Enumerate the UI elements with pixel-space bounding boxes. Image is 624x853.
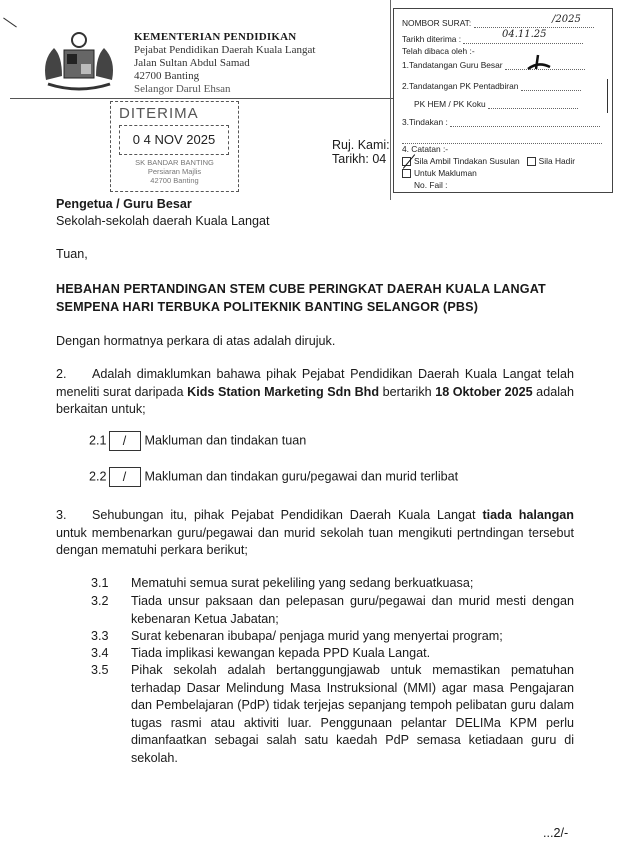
recipient-org: Sekolah-sekolah daerah Kuala Langat <box>56 214 270 228</box>
office-street: Jalan Sultan Abdul Samad <box>134 57 250 69</box>
item-pk-pentadbiran: 2.Tandatangan PK Pentadbiran <box>402 81 519 91</box>
paragraph-2: 2. Adalah dimaklumkan bahawa pihak Pejabat Pendidikan Daerah Kuala Langat telah meneliti surat daripada Kids Station Marketing Sdn Bhd bertarikh 18 Oktober 2025 adalah berkaitan untuk; <box>56 367 575 416</box>
opening: Dengan hormatnya perkara di atas adalah dirujuk. <box>56 334 336 348</box>
ministry-name: KEMENTERIAN PENDIDIKAN <box>134 31 297 43</box>
telah-dibaca: Telah dibaca oleh :- <box>402 46 475 56</box>
paragraph-3: 3. Sehubungan itu, pihak Pejabat Pendidikan Daerah Kuala Langat tiada halangan untuk membenarkan guru/pegawai dan murid sekolah tuan mengikuti pertndingan tersebut dengan mematuhi perkara berikut; <box>56 508 574 557</box>
nombor-surat-label: NOMBOR SURAT: <box>402 18 472 28</box>
list-item-3-5: 3.5 Pihak sekolah adalah bertanggungjawab untuk memastikan pematuhan terhadap Dasar Melindung Masa Instruksional (MMI) agar masa Pengajaran dan Pembelajaran (PdP) tidak terjejas sepanjang tempoh pelibatan guru dalam tugas rasmi atau aktiviti luar. Penggunaan pelantar DELIMa KPM perlu dimanfaatkan sebagai salah satu kaedah PdP semasa ketiadaan guru di sekolah. <box>91 663 574 765</box>
item-catatan: 4. Catatan :- <box>402 144 449 154</box>
letterhead-divider <box>10 98 393 99</box>
tarikh-label: Tarikh: 04 <box>332 152 387 166</box>
office-name: Pejabat Pendidikan Daerah Kuala Langat <box>134 44 316 56</box>
recipient-title: Pengetua / Guru Besar <box>56 197 192 211</box>
page-continuation: ...2/- <box>543 826 569 840</box>
item-pk-hem: PK HEM / PK Koku <box>414 99 486 109</box>
item-tindakan: 3.Tindakan : <box>402 117 448 127</box>
stamp-city: 42700 Banting <box>150 176 199 185</box>
office-state: Selangor Darul Ehsan <box>134 83 231 95</box>
item-2-1: 2.1 / Makluman dan tindakan tuan <box>89 431 306 451</box>
tarikh-diterima-value: 04.11.25 <box>502 29 547 40</box>
stamp-street: Persiaran Majlis <box>147 167 202 176</box>
received-stamp <box>110 101 239 192</box>
checkbox-2-1: / <box>109 431 141 451</box>
stamp-school: SK BANDAR BANTING <box>135 158 214 167</box>
list-item-3-1: 3.1 Mematuhi semua surat pekeliling yang sedang berkuatkuasa; <box>91 576 474 590</box>
item-2-2: 2.2 / Makluman dan tindakan guru/pegawai dan murid terlibat <box>89 467 458 487</box>
list-item-3-2: 3.2 Tiada unsur paksaan dan pelepasan guru/pegawai dan murid mesti dengan kebenaran Ketua Jabatan; <box>91 594 574 626</box>
salutation: Tuan, <box>56 247 88 261</box>
ruj-kami-label: Ruj. Kami: <box>332 138 390 152</box>
nombor-surat-value: /2025 <box>552 14 581 25</box>
signature-mark <box>524 51 554 73</box>
checkbox-makluman <box>402 169 411 178</box>
no-fail: No. Fail : <box>414 180 448 190</box>
routing-box <box>393 8 613 193</box>
malaysia-coat-of-arms-logo <box>36 30 122 94</box>
office-city: 42700 Banting <box>134 70 200 82</box>
pen-mark <box>3 18 17 28</box>
item-guru-besar: 1.Tandatangan Guru Besar <box>402 60 503 70</box>
stamp-date: 0 4 NOV 2025 <box>119 125 229 155</box>
box-edge <box>390 0 391 200</box>
stamp-title: DITERIMA <box>119 105 199 122</box>
checkbox-sila-hadir <box>527 157 536 166</box>
list-item-3-4: 3.4 Tiada implikasi kewangan kepada PPD Kuala Langat. <box>91 646 431 660</box>
subject-line-1: HEBAHAN PERTANDINGAN STEM CUBE PERINGKAT DAERAH KUALA LANGAT <box>56 282 546 296</box>
tarikh-diterima-label: Tarikh diterima : <box>402 34 462 44</box>
opt-sila-hadir: Sila Hadir <box>538 156 575 166</box>
subject-line-2: SEMPENA HARI TERBUKA POLITEKNIK BANTING SELANGOR (PBS) <box>56 299 479 314</box>
list-item-3-3: 3.3 Surat kebenaran ibubapa/ penjaga murid yang menyertai program; <box>91 629 503 643</box>
opt-makluman: Untuk Makluman <box>414 168 477 178</box>
checkbox-2-2: / <box>109 467 141 487</box>
opt-tindakan-susulan: Sila Ambil Tindakan Susulan <box>414 156 520 166</box>
